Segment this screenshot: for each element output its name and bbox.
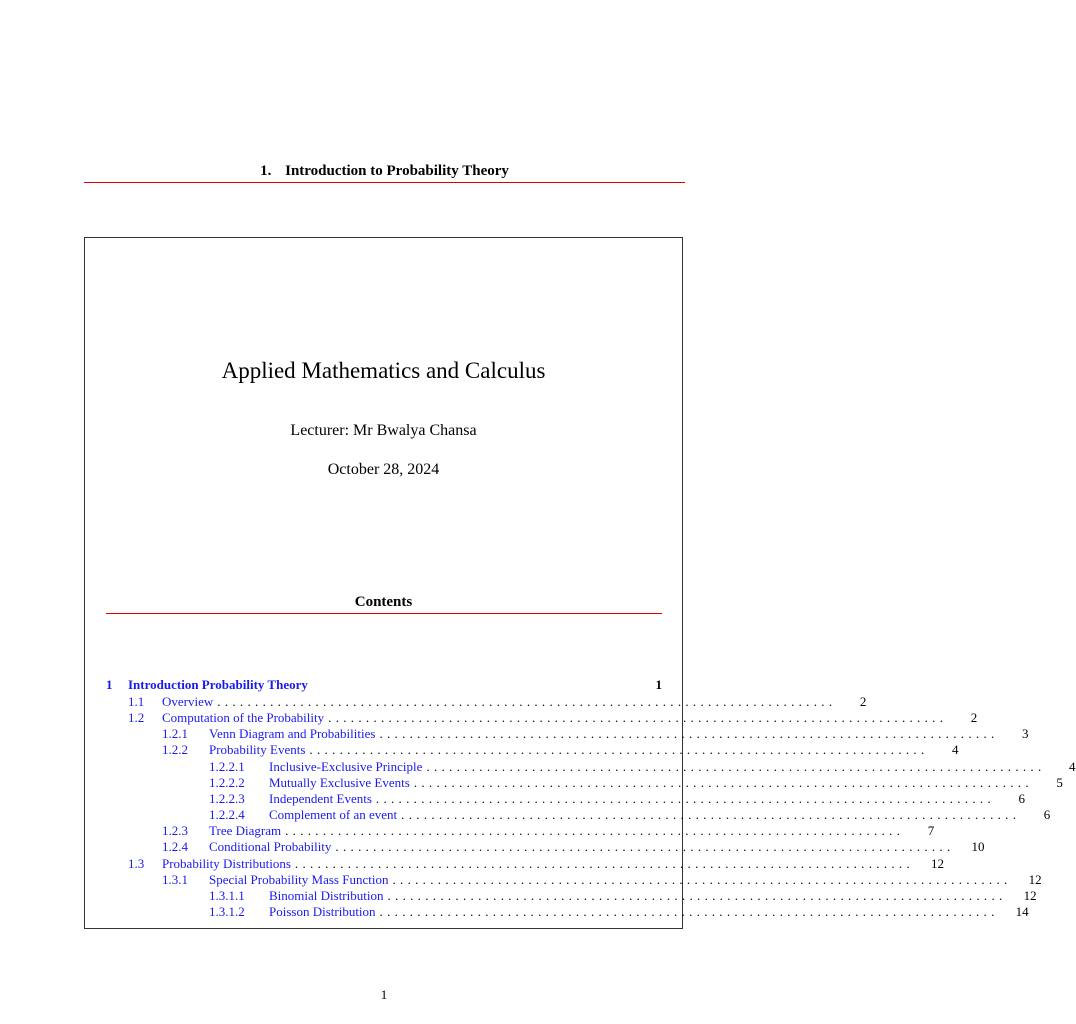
toc-entry[interactable] [106, 790, 1025, 807]
toc-entry-page: 4 [1069, 758, 1076, 774]
toc-entry-title[interactable]: Venn Diagram and Probabilities [209, 726, 376, 742]
toc-entry-number: 1.2.4 [162, 839, 188, 855]
table-of-contents [106, 677, 1076, 920]
toc-entry-number: 1.3 [128, 855, 145, 871]
contents-rule [106, 613, 662, 614]
toc-entry[interactable] [106, 774, 1063, 791]
toc-entry[interactable] [106, 709, 978, 726]
toc-entry-number: 1.2.3 [162, 823, 188, 839]
toc-entry-page: 14 [1015, 904, 1029, 920]
toc-entry-number: 1.2.1 [162, 726, 188, 742]
dot-leader: .................................................................................. [387, 888, 1007, 904]
toc-entry[interactable] [106, 839, 985, 855]
dot-leader: .................................................................................. [217, 693, 837, 709]
toc-entry-title[interactable]: Complement of an event [269, 807, 398, 823]
toc-entry-page: 7 [927, 823, 935, 839]
toc-entry-title[interactable]: Poisson Distribution [269, 904, 376, 920]
toc-entry-number: 1.3.1.2 [209, 904, 245, 920]
dot-leader: .................................................................................. [401, 807, 1021, 823]
toc-entry-title[interactable]: Introduction Probability Theory [128, 677, 308, 692]
dot-leader: .................................................................................. [379, 726, 999, 742]
toc-entry[interactable] [106, 758, 1076, 775]
toc-entry[interactable] [106, 726, 1029, 742]
toc-entry-number: 1.2.2.4 [209, 807, 245, 823]
toc-entry-page: 4 [952, 742, 959, 758]
toc-entry-number: 1.2.2.3 [209, 790, 245, 806]
dot-leader: .................................................................................. [309, 742, 929, 758]
dot-leader: .................................................................................. [413, 774, 1033, 790]
toc-entry-page: 5 [1056, 774, 1063, 790]
toc-entry[interactable] [106, 855, 945, 872]
dot-leader: .................................................................................. [375, 790, 995, 806]
toc-entry-page: 6 [1043, 807, 1051, 823]
toc-entry-title[interactable]: Overview [162, 693, 214, 709]
toc-entry-title[interactable]: Inclusive-Exclusive Principle [269, 758, 423, 774]
toc-entry-number: 1.2 [128, 709, 145, 725]
toc-entry-title[interactable]: Tree Diagram [209, 823, 282, 839]
dot-leader: .................................................................................. [392, 871, 1012, 887]
toc-entry-number: 1 [106, 677, 113, 692]
toc-entry-title[interactable]: Computation of the Probability [162, 709, 325, 725]
running-header [84, 161, 685, 181]
toc-entry[interactable] [106, 888, 1037, 904]
lecturer: Lecturer: Mr Bwalya Chansa [290, 422, 477, 439]
header-section-number: 1. [260, 163, 272, 179]
toc-entry-page: 12 [1023, 888, 1037, 904]
toc-entry-number: 1.1 [128, 693, 145, 709]
dot-leader: .................................................................................. [285, 823, 905, 839]
toc-entry[interactable] [106, 677, 662, 693]
document-date: October 28, 2024 [327, 461, 440, 478]
toc-entry-title[interactable]: Independent Events [269, 790, 372, 806]
toc-entry-number: 1.3.1.1 [209, 888, 245, 904]
toc-entry-page: 6 [1018, 790, 1025, 806]
toc-entry[interactable] [106, 871, 1042, 888]
toc-entry[interactable] [106, 693, 867, 710]
title-box [84, 237, 1076, 929]
toc-entry-page: 12 [931, 855, 945, 871]
toc-entry-number: 1.2.2 [162, 742, 188, 758]
toc-entry-page: 2 [859, 693, 867, 709]
toc-entry[interactable] [106, 742, 959, 758]
toc-entry-page: 2 [970, 709, 978, 725]
toc-entry-number: 1.2.2.2 [209, 774, 245, 790]
toc-entry-title[interactable]: Mutually Exclusive Events [269, 774, 410, 790]
header-rule [84, 182, 685, 183]
toc-entry-page: 12 [1028, 871, 1042, 887]
toc-entry[interactable] [106, 807, 1051, 823]
toc-entry-title[interactable]: Probability Events [209, 742, 306, 758]
dot-leader: .................................................................................. [335, 839, 955, 855]
document-title: Applied Mathematics and Calculus [221, 358, 546, 383]
header-section-title: Introduction to Probability Theory [285, 163, 509, 179]
toc-entry-page: 10 [971, 839, 985, 855]
toc-entry-title[interactable]: Probability Distributions [162, 855, 291, 871]
toc-entry-number: 1.3.1 [162, 871, 188, 887]
dot-leader: .................................................................................. [294, 855, 915, 871]
toc-entry[interactable] [106, 904, 1029, 920]
dot-leader: .................................................................................. [379, 904, 999, 920]
toc-entry-title[interactable]: Binomial Distribution [269, 888, 384, 904]
toc-entry-page: 3 [1022, 726, 1029, 742]
page-number: 1 [380, 987, 388, 1002]
contents-heading: Contents [354, 594, 413, 610]
toc-entry[interactable] [106, 823, 935, 839]
dot-leader: .................................................................................. [328, 709, 948, 725]
toc-entry-number: 1.2.2.1 [209, 758, 245, 774]
toc-entry-title[interactable]: Conditional Probability [209, 839, 332, 855]
toc-entry-title[interactable]: Special Probability Mass Function [209, 871, 389, 887]
toc-entry-page: 1 [655, 677, 662, 692]
dot-leader: .................................................................................. [426, 758, 1046, 774]
